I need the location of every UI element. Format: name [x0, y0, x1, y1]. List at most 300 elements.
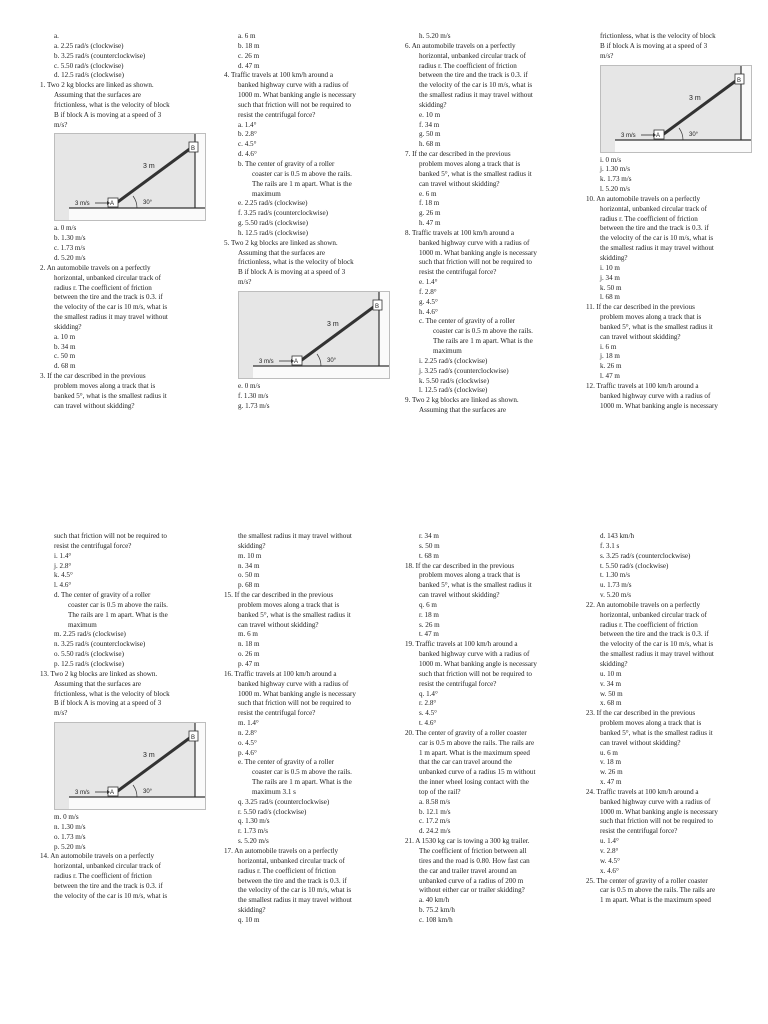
text-line: o. 5.50 rad/s (clockwise) — [54, 650, 124, 659]
text-line: horizontal, unbanked circular track of — [419, 51, 526, 60]
text-line: the velocity of the car is 10 m/s, what is — [54, 891, 168, 900]
question-line: 7. If the car described in the previous — [405, 150, 511, 159]
text-line: The rails are 1 m apart. What is the — [433, 337, 533, 346]
column-3-top — [405, 32, 563, 416]
text-line: l. 12.5 rad/s (clockwise) — [419, 386, 488, 395]
text-line: q. 3.25 rad/s (counterclockwise) — [238, 797, 330, 806]
svg-text:3 m: 3 m — [143, 752, 155, 760]
text-line: e. The center of gravity of a roller — [238, 758, 334, 767]
question-line: 21. A 1530 kg car is towing a 300 kg trailer. — [405, 837, 530, 846]
text-line: coaster car is 0.5 m above the rails. — [433, 327, 533, 336]
text-line: coaster car is 0.5 m above the rails. — [252, 768, 352, 777]
text-line: Assuming that the surfaces are — [238, 248, 326, 257]
text-line: l. 5.20 m/s — [600, 185, 630, 194]
text-line: maximum — [433, 347, 462, 355]
question-line: 23. If the car described in the previous — [586, 709, 696, 718]
text-line: banked highway curve with a radius of — [600, 391, 711, 400]
text-line: between the tire and the track is 0.3. if — [54, 881, 163, 890]
text-line: such that friction will not be required to — [238, 699, 351, 708]
text-line: problem moves along a track that is — [600, 719, 702, 728]
question-line: 8. Traffic travels at 100 km/h around a — [405, 228, 515, 237]
text-line: skidding? — [238, 906, 266, 915]
question-line: 3. If the car described in the previous — [40, 372, 146, 381]
text-line: i. 10 m — [600, 263, 620, 272]
text-line: 1000 m. What banking angle is necessary — [238, 91, 356, 100]
text-line: e. 1.4° — [419, 278, 438, 287]
text-line: can travel without skidding? — [419, 179, 500, 188]
text-line: horizontal, unbanked circular track of — [54, 273, 161, 282]
text-line: between the tire and the track is 0.3. if — [600, 630, 709, 639]
text-line: without either car or trailer skidding? — [419, 886, 525, 895]
text-line: s. 50 m — [419, 541, 440, 550]
question-line: 22. An automobile travels on a perfectly — [586, 600, 701, 609]
text-line: frictionless, what is the velocity of block — [238, 258, 354, 267]
text-line: t. 47 m — [419, 630, 439, 639]
text-line: a. — [54, 32, 59, 40]
text-line: between the tire and the track is 0.3. if — [419, 71, 528, 80]
question-line: 10. An automobile travels on a perfectly — [586, 194, 701, 203]
text-line: 1 m apart. What is the maximum speed — [600, 896, 711, 905]
text-line: m. 0 m/s — [54, 813, 79, 822]
text-line: car is 0.5 m above the rails. The rails are — [600, 886, 716, 895]
text-line: 1000 m. What banking angle is necessary — [600, 401, 718, 410]
svg-text:3 m/s: 3 m/s — [621, 132, 636, 139]
text-line: n. 34 m — [238, 561, 260, 570]
text-line: o. 50 m — [238, 571, 260, 580]
text-line: maximum — [68, 620, 97, 629]
text-line: b. 18 m — [238, 41, 260, 50]
text-line: o. 4.5° — [238, 738, 257, 747]
text-line: k. 50 m — [600, 283, 622, 292]
text-line: c. 5.50 rad/s (clockwise) — [54, 61, 124, 70]
text-line: a. 40 km/h — [419, 896, 450, 905]
text-line: w. 26 m — [600, 768, 623, 777]
text-line: a. 8.58 m/s — [419, 797, 451, 806]
text-line: l. 47 m — [600, 372, 620, 381]
text-line: skidding? — [600, 253, 628, 262]
text-line: B if block A is moving at a speed of 3 — [600, 41, 708, 50]
text-line: 1000 m. What banking angle is necessary — [600, 807, 718, 816]
text-line: horizontal, unbanked circular track of — [600, 610, 707, 619]
text-line: banked 5°, what is the smallest radius it — [600, 728, 713, 737]
text-line: between the tire and the track is 0.3. if — [600, 224, 709, 233]
text-line: g. 5.50 rad/s (clockwise) — [238, 219, 308, 228]
text-line: banked highway curve with a radius of — [238, 679, 349, 688]
text-line: maximum 3.1 s — [252, 787, 296, 796]
text-line: r. 2.8° — [419, 699, 437, 708]
question-line: 9. Two 2 kg blocks are linked as shown. — [405, 396, 519, 405]
svg-text:30°: 30° — [327, 357, 337, 364]
text-line: d. The center of gravity of a roller — [54, 591, 151, 600]
text-line: g. 50 m — [419, 130, 441, 139]
text-line: resist the centrifugal force? — [419, 268, 497, 277]
text-line: the smallest radius it may travel without — [600, 244, 714, 253]
text-line: m. 10 m — [238, 551, 262, 560]
text-line: t. 68 m — [419, 551, 439, 560]
text-line: x. 47 m — [600, 778, 622, 787]
text-line: can travel without skidding? — [54, 401, 135, 410]
text-line: j. 2.8° — [54, 561, 72, 570]
text-line: horizontal, unbanked circular track of — [54, 862, 161, 871]
text-line: h. 12.5 rad/s (clockwise) — [238, 228, 308, 237]
text-line: w. 4.5° — [600, 856, 620, 865]
text-line: m/s? — [54, 120, 68, 129]
text-line: f. 18 m — [419, 199, 440, 208]
text-line: a. 2.25 rad/s (clockwise) — [54, 41, 124, 50]
question-line: 19. Traffic travels at 100 km/h around a — [405, 640, 518, 649]
column-3-bottom — [405, 532, 563, 926]
text-line: x. 68 m — [600, 699, 622, 708]
text-line: problem moves along a track that is — [419, 159, 521, 168]
text-line: banked 5°, what is the smallest radius it — [419, 169, 532, 178]
svg-text:3 m/s: 3 m/s — [259, 358, 274, 365]
text-line: 1000 m. What banking angle is necessary — [238, 689, 356, 698]
text-line: v. 34 m — [600, 679, 622, 688]
text-line: w. 50 m — [600, 689, 623, 698]
svg-text:30°: 30° — [143, 200, 153, 207]
text-line: i. 0 m/s — [600, 155, 622, 164]
text-line: problem moves along a track that is — [600, 313, 702, 322]
text-line: b. 12.1 m/s — [419, 807, 451, 816]
text-line: r. 34 m — [419, 532, 439, 540]
text-line: c. 108 km/h — [419, 915, 453, 924]
text-line: v. 18 m — [600, 758, 622, 767]
text-line: f. 1.30 m/s — [238, 391, 269, 400]
figure-drawing — [601, 66, 751, 152]
text-line: i. 2.25 rad/s (clockwise) — [419, 356, 488, 365]
text-line: g. 26 m — [419, 209, 441, 218]
linked-blocks-figure — [54, 133, 206, 221]
text-line: f. 3.25 rad/s (counterclockwise) — [238, 209, 329, 218]
text-line: the velocity of the car is 10 m/s, what is — [600, 640, 714, 649]
text-line: k. 5.50 rad/s (clockwise) — [419, 376, 489, 385]
text-line: skidding? — [419, 100, 447, 109]
text-line: j. 34 m — [600, 273, 620, 282]
text-line: the smallest radius it may travel without — [54, 313, 168, 322]
text-line: g. 4.5° — [419, 297, 438, 306]
question-line: 18. If the car described in the previous — [405, 561, 515, 570]
text-line: resist the centrifugal force? — [600, 827, 678, 836]
text-line: m/s? — [238, 278, 252, 287]
text-line: m. 2.25 rad/s (clockwise) — [54, 630, 126, 639]
text-line: j. 1.30 m/s — [600, 165, 630, 174]
text-line: o. 26 m — [238, 650, 260, 659]
text-line: q. 10 m — [238, 915, 260, 924]
text-line: frictionless, what is the velocity of block — [600, 32, 716, 40]
question-line: 20. The center of gravity of a roller coaster — [405, 728, 527, 737]
text-line: d. 68 m — [54, 362, 76, 371]
text-line: b. 34 m — [54, 342, 76, 351]
text-line: t. 1.30 m/s — [600, 571, 630, 580]
figure-drawing — [239, 292, 389, 378]
text-line: 1000 m. What banking angle is necessary — [419, 248, 537, 257]
text-line: u. 6 m — [600, 748, 618, 757]
text-line: j. 18 m — [600, 352, 620, 361]
text-line: o. 1.73 m/s — [54, 832, 86, 841]
linked-blocks-figure — [600, 65, 752, 153]
text-line: e. 2.25 rad/s (clockwise) — [238, 199, 308, 208]
text-line: skidding? — [600, 659, 628, 668]
text-line: r. 5.50 rad/s (clockwise) — [238, 807, 307, 816]
text-line: k. 1.73 m/s — [600, 175, 632, 184]
question-line: 1. Two 2 kg blocks are linked as shown. — [40, 81, 154, 90]
text-line: d. 24.2 m/s — [419, 827, 451, 836]
text-line: n. 18 m — [238, 640, 260, 649]
text-line: maximum — [252, 189, 281, 198]
text-line: x. 4.6° — [600, 866, 619, 875]
column-1-top — [40, 32, 198, 411]
text-line: k. 4.5° — [54, 571, 73, 580]
text-line: c. 50 m — [54, 352, 76, 361]
column-4-bottom — [586, 532, 744, 906]
text-line: problem moves along a track that is — [54, 381, 156, 390]
text-line: coaster car is 0.5 m above the rails. — [252, 169, 352, 178]
text-line: such that friction will not be required to — [238, 100, 351, 109]
text-line: r. 18 m — [419, 610, 439, 619]
text-line: The rails are 1 m apart. What is the — [252, 179, 352, 188]
text-line: frictionless, what is the velocity of block — [54, 689, 170, 698]
question-line: 4. Traffic travels at 100 km/h around a — [224, 71, 334, 80]
text-line: r. 1.73 m/s — [238, 827, 268, 836]
text-line: c. 17.2 m/s — [419, 817, 451, 826]
text-line: tires and the road is 0.80. How fast can — [419, 856, 530, 865]
text-line: e. 0 m/s — [238, 381, 261, 390]
text-line: resist the centrifugal force? — [419, 679, 497, 688]
text-line: q. 1.4° — [419, 689, 438, 698]
text-line: 1 m apart. What is the maximum speed — [419, 748, 530, 757]
text-line: m/s? — [600, 51, 614, 60]
text-line: v. 2.8° — [600, 847, 619, 855]
text-line: h. 47 m — [419, 219, 441, 228]
text-line: The coefficient of friction between all — [419, 847, 527, 855]
text-line: j. 3.25 rad/s (counterclockwise) — [419, 366, 509, 375]
column-2-bottom — [224, 532, 382, 926]
text-line: v. 5.20 m/s — [600, 591, 632, 600]
text-line: banked highway curve with a radius of — [419, 650, 530, 659]
text-line: l. 68 m — [600, 293, 620, 302]
text-line: p. 68 m — [238, 581, 260, 590]
figure-drawing — [55, 723, 205, 809]
question-line: 25. The center of gravity of a roller coaster — [586, 876, 708, 885]
text-line: s. 3.25 rad/s (counterclockwise) — [600, 551, 691, 560]
svg-text:3 m: 3 m — [327, 320, 339, 328]
linked-blocks-figure — [238, 291, 390, 379]
text-line: q. 6 m — [419, 600, 437, 609]
text-line: such that friction will not be required to — [419, 669, 532, 678]
question-line: 15. If the car described in the previous — [224, 591, 334, 600]
svg-text:A: A — [110, 790, 115, 797]
text-line: b. 75.2 km/h — [419, 906, 455, 915]
text-line: c. 1.73 m/s — [54, 244, 86, 253]
text-line: radius r. The coefficient of friction — [54, 872, 152, 881]
text-line: p. 47 m — [238, 659, 260, 668]
text-line: the smallest radius it may travel without — [238, 532, 352, 540]
text-line: q. 1.30 m/s — [238, 817, 270, 826]
text-line: d. 12.5 rad/s (clockwise) — [54, 71, 124, 80]
text-line: can travel without skidding? — [419, 591, 500, 600]
text-line: resist the centrifugal force? — [238, 709, 316, 718]
question-line: 5. Two 2 kg blocks are linked as shown. — [224, 238, 338, 247]
text-line: d. 4.6° — [238, 150, 257, 159]
question-line: 24. Traffic travels at 100 km/h around a — [586, 787, 699, 796]
svg-text:A: A — [294, 358, 299, 365]
text-line: horizontal, unbanked circular track of — [600, 204, 707, 213]
svg-text:3 m: 3 m — [689, 94, 701, 102]
text-line: can travel without skidding? — [600, 332, 681, 341]
text-line: f. 34 m — [419, 120, 440, 129]
text-line: s. 5.20 m/s — [238, 837, 269, 846]
text-line: banked 5°, what is the smallest radius it — [419, 581, 532, 590]
svg-text:B: B — [191, 146, 196, 153]
text-line: such that friction will not be required to — [54, 532, 167, 540]
question-line: 14. An automobile travels on a perfectly — [40, 852, 155, 861]
text-line: p. 5.20 m/s — [54, 842, 86, 851]
svg-text:3 m: 3 m — [143, 163, 155, 171]
text-line: B if block A is moving at a speed of 3 — [54, 110, 162, 119]
text-line: l. 4.6° — [54, 581, 72, 590]
svg-text:3 m/s: 3 m/s — [75, 201, 90, 208]
svg-text:B: B — [191, 735, 196, 742]
text-line: banked highway curve with a radius of — [419, 238, 530, 247]
text-line: horizontal, unbanked circular track of — [238, 856, 345, 865]
text-line: The rails are 1 m apart. What is the — [68, 610, 168, 619]
text-line: banked 5°, what is the smallest radius it — [600, 322, 713, 331]
text-line: f. 2.8° — [419, 287, 437, 296]
text-line: b. The center of gravity of a roller — [238, 159, 335, 168]
question-line: 11. If the car described in the previous — [586, 303, 695, 312]
text-line: p. 12.5 rad/s (clockwise) — [54, 659, 124, 668]
question-line: 17. An automobile travels on a perfectly — [224, 847, 339, 855]
text-line: frictionless, what is the velocity of block — [54, 100, 170, 109]
text-line: resist the centrifugal force? — [54, 541, 132, 550]
column-1-bottom — [40, 532, 198, 902]
text-line: banked highway curve with a radius of — [600, 797, 711, 806]
svg-text:A: A — [656, 132, 661, 139]
text-line: d. 47 m — [238, 61, 260, 70]
text-line: b. 3.25 rad/s (counterclockwise) — [54, 51, 146, 60]
text-line: b. 1.30 m/s — [54, 234, 86, 243]
text-line: u. 1.73 m/s — [600, 581, 632, 590]
text-line: banked 5°, what is the smallest radius it — [54, 391, 167, 400]
text-line: such that friction will not be required to — [419, 258, 532, 267]
text-line: coaster car is 0.5 m above the rails. — [68, 600, 168, 609]
text-line: a. 6 m — [238, 32, 256, 40]
text-line: car is 0.5 m above the rails. The rails are — [419, 738, 535, 747]
text-line: the smallest radius it may travel without — [238, 896, 352, 905]
text-line: d. 5.20 m/s — [54, 253, 86, 262]
question-line: 6. An automobile travels on a perfectly — [405, 41, 516, 50]
text-line: c. The center of gravity of a roller — [419, 317, 515, 326]
text-line: top of the rail? — [419, 787, 461, 796]
text-line: m/s? — [54, 709, 68, 718]
text-line: Assuming that the surfaces are — [419, 406, 507, 415]
svg-text:3 m/s: 3 m/s — [75, 790, 90, 797]
text-line: k. 26 m — [600, 362, 622, 371]
svg-text:30°: 30° — [689, 131, 699, 138]
text-line: the velocity of the car is 10 m/s, what is — [600, 234, 714, 243]
question-line: 16. Traffic travels at 100 km/h around a — [224, 669, 337, 678]
text-line: a. 1.4° — [238, 120, 257, 129]
figure-drawing — [55, 134, 205, 220]
text-line: b. 2.8° — [238, 130, 257, 139]
text-line: problem moves along a track that is — [419, 571, 521, 580]
text-line: banked 5°, what is the smallest radius it — [238, 610, 351, 619]
text-line: the car and trailer travel around an — [419, 866, 517, 875]
text-line: between the tire and the track is 0.3. if — [54, 293, 163, 302]
text-line: the velocity of the car is 10 m/s, what is — [419, 81, 533, 90]
text-line: t. 4.6° — [419, 719, 437, 728]
text-line: h. 68 m — [419, 140, 441, 149]
text-line: s. 4.5° — [419, 709, 438, 718]
text-line: h. 5.20 m/s — [419, 32, 451, 40]
text-line: banked highway curve with a radius of — [238, 81, 349, 90]
text-line: u. 10 m — [600, 669, 622, 678]
text-line: that the car can travel around the — [419, 758, 512, 767]
text-line: e. 10 m — [419, 110, 441, 119]
column-4-top — [586, 32, 744, 411]
text-line: unbanked curve of a radius 15 m without — [419, 768, 536, 777]
text-line: c. 4.5° — [238, 140, 257, 149]
text-line: radius r. The coefficient of friction — [600, 620, 698, 629]
svg-text:A: A — [110, 201, 115, 208]
text-line: The rails are 1 m apart. What is the — [252, 778, 352, 787]
svg-text:B: B — [375, 303, 380, 310]
text-line: s. 26 m — [419, 620, 440, 629]
text-line: can travel without skidding? — [238, 620, 319, 629]
text-line: resist the centrifugal force? — [238, 110, 316, 119]
svg-text:B: B — [737, 77, 742, 84]
text-line: radius r. The coefficient of friction — [600, 214, 698, 223]
text-line: t. 5.50 rad/s (clockwise) — [600, 561, 669, 570]
text-line: m. 1.4° — [238, 719, 259, 728]
text-line: n. 3.25 rad/s (counterclockwise) — [54, 640, 146, 649]
text-line: the smallest radius it may travel without — [419, 91, 533, 100]
text-line: a. 10 m — [54, 332, 76, 341]
text-line: such that friction will not be required to — [600, 817, 713, 826]
text-line: i. 1.4° — [54, 551, 72, 560]
text-line: g. 1.73 m/s — [238, 401, 270, 410]
text-line: radius r. The coefficient of friction — [54, 283, 152, 292]
text-line: radius r. The coefficient of friction — [419, 61, 517, 70]
question-line: 12. Traffic travels at 100 km/h around a — [586, 381, 699, 390]
text-line: skidding? — [238, 541, 266, 550]
text-line: Assuming that the surfaces are — [54, 679, 142, 688]
text-line: unbanked curve of a radius of 200 m — [419, 876, 524, 885]
svg-text:30°: 30° — [143, 789, 153, 796]
text-line: the velocity of the car is 10 m/s, what is — [54, 303, 168, 312]
text-line: n. 2.8° — [238, 728, 257, 737]
text-line: radius r. The coefficient of friction — [238, 866, 336, 875]
text-line: f. 3.1 s — [600, 541, 620, 550]
text-line: B if block A is moving at a speed of 3 — [238, 268, 346, 277]
linked-blocks-figure — [54, 722, 206, 810]
text-line: the velocity of the car is 10 m/s, what is — [238, 886, 352, 895]
text-line: a. 0 m/s — [54, 224, 77, 233]
column-2-top — [224, 32, 382, 411]
text-line: skidding? — [54, 322, 82, 331]
text-line: problem moves along a track that is — [238, 600, 340, 609]
text-line: h. 4.6° — [419, 307, 438, 316]
question-line: 13. Two 2 kg blocks are linked as shown. — [40, 669, 158, 678]
question-line: 2. An automobile travels on a perfectly — [40, 263, 151, 272]
text-line: between the tire and the track is 0.3. if — [238, 876, 347, 885]
text-line: the inner wheel losing contact with the — [419, 778, 529, 787]
text-line: c. 26 m — [238, 51, 260, 60]
text-line: B if block A is moving at a speed of 3 — [54, 699, 162, 708]
text-line: 1000 m. What banking angle is necessary — [419, 659, 537, 668]
text-line: n. 1.30 m/s — [54, 822, 86, 831]
text-line: Assuming that the surfaces are — [54, 91, 142, 100]
